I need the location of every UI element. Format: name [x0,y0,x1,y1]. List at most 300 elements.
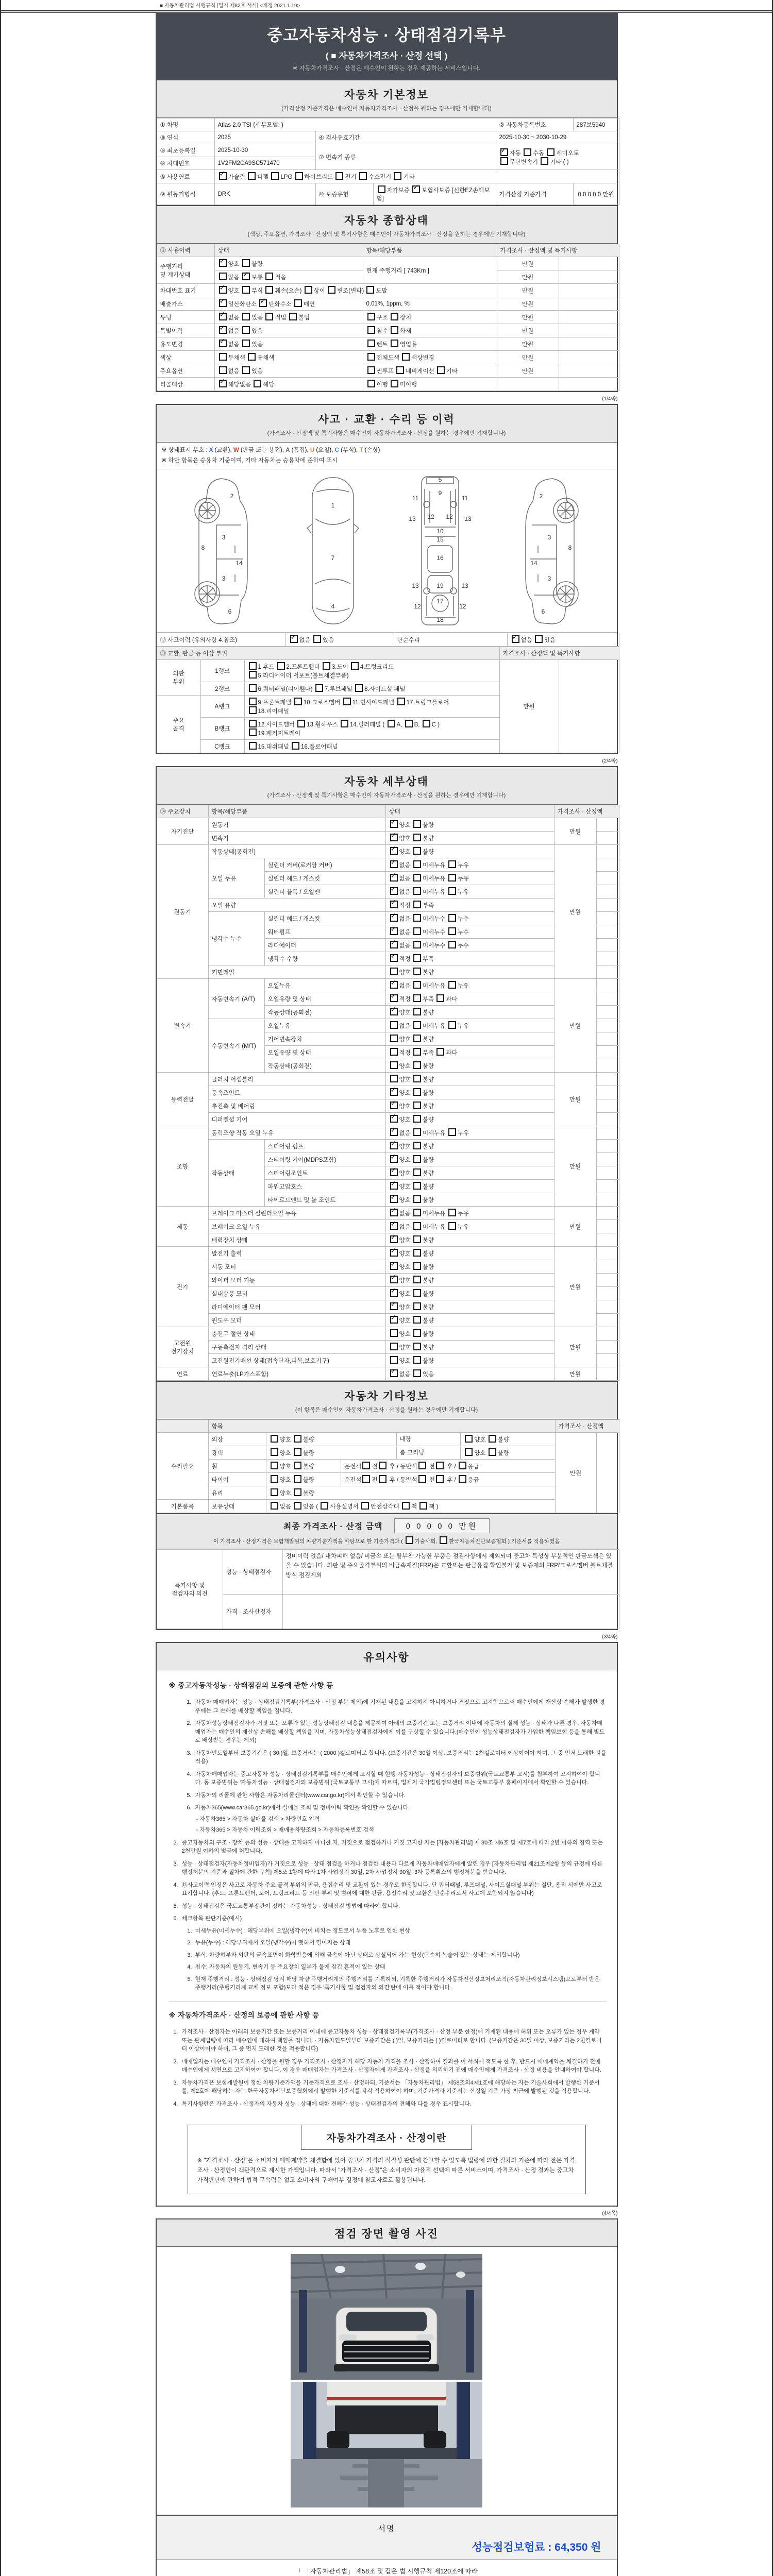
diagram-panel-number: 19 [436,582,444,590]
table-row: 작동상태 스티어링 펌프 ✓ 양호 불량 [157,1140,619,1153]
checkbox-checked[interactable] [390,1128,398,1136]
checkbox-checked[interactable] [219,326,227,334]
checkbox-unchecked[interactable] [413,860,421,868]
checkbox-unchecked[interactable] [436,1048,444,1056]
page-marker-4: (4/4쪽) [602,2211,618,2216]
title-band [156,13,618,80]
checkbox-unchecked[interactable] [413,1182,421,1190]
table-row: 파워고압호스 ✓ 양호 불량 [157,1180,619,1193]
checkbox-checked[interactable] [390,1088,398,1096]
checkbox-checked[interactable] [390,1195,398,1203]
checkbox-unchecked[interactable] [271,1475,278,1483]
checkbox-unchecked[interactable] [367,366,375,374]
checkbox-unchecked[interactable] [413,954,421,962]
overall-header: 자동차 종합상태 (색상, 주요옵션, 가격조사 · 산정액 및 특기사항은 매수인이 자동차가격조사 · 산정을 원하는 경우에만 기재합니다) [157,205,617,244]
table-row: 배출가스 ✓ 일산화탄소 ✓탄화수소 매연 0.01%, 1ppm, % 만원 [157,297,619,311]
checkbox-checked[interactable] [390,887,398,895]
checkbox-unchecked[interactable] [413,1289,421,1297]
checkbox-unchecked[interactable] [305,286,312,294]
page-marker-2: (2/4쪽) [602,758,618,765]
checkbox-unchecked[interactable] [391,340,398,347]
checkbox-unchecked[interactable] [294,698,302,705]
diagram-panel-number: 2 [230,493,233,500]
checkbox-unchecked[interactable] [271,1448,278,1456]
inspection-photo-front [291,2254,482,2380]
checkbox-checked[interactable] [390,1289,398,1297]
table-row: 전기 발전기 출력 ✓ 양호 불량 만원 [157,1247,619,1260]
checkbox-unchecked[interactable] [448,1222,456,1230]
checkbox-unchecked[interactable] [419,1502,427,1510]
checkbox-unchecked[interactable] [335,172,343,180]
checkbox-unchecked[interactable] [448,1021,456,1029]
photos-header: 점검 장면 촬영 사진 [157,2219,617,2247]
checkbox-unchecked[interactable] [361,1502,369,1510]
table-row: 2랭크 6.쿼터패널(리어휀다) 7.루브패널 8.사이드실 패널 [157,682,619,696]
checkbox-unchecked[interactable] [413,1048,421,1056]
checkbox-unchecked[interactable] [271,1488,278,1496]
checkbox-checked[interactable] [390,1115,398,1123]
checkbox-unchecked[interactable] [219,273,227,280]
checkbox-unchecked[interactable] [413,887,421,895]
table-row: 변속기 자동변속기 (A/T) 오일누유 ✓ 없음 미세누유 누유 만원 [157,979,619,992]
checkbox-unchecked[interactable] [390,1343,398,1350]
checkbox-checked[interactable] [390,1182,398,1190]
checkbox-unchecked[interactable] [413,1316,421,1324]
checkbox-unchecked[interactable] [249,706,257,714]
checkbox-unchecked[interactable] [388,720,395,727]
checkbox-unchecked[interactable] [391,313,398,320]
checkbox-checked[interactable] [390,1222,398,1230]
checkbox-unchecked[interactable] [459,1475,466,1483]
checkbox-unchecked[interactable] [249,720,257,727]
checkbox-unchecked[interactable] [355,684,363,692]
car-diagram-top [294,473,372,628]
checkbox-unchecked[interactable] [413,1128,421,1136]
checkbox-unchecked[interactable] [436,994,444,1002]
checkbox-unchecked[interactable] [390,1035,398,1042]
diagram-panel-number: 13 [412,582,419,590]
checkbox-unchecked[interactable] [390,1061,398,1069]
table-row: 시동 모터 ✓ 양호 불량 [157,1260,619,1274]
checkbox-unchecked[interactable] [413,1209,421,1216]
page-marker-3: (3/4쪽) [602,1634,618,1640]
diagram-panel-number: 4 [331,603,335,611]
checkbox-unchecked[interactable] [413,994,421,1002]
checkbox-checked[interactable] [219,380,227,387]
table-row: B랭크 12.사이드멤버 13.휠하우스 14.필러패널 ( A, B, C ) 19.패키지트레이 [157,718,619,740]
table-row: 작동상태(공회전) ✓ 양호 불량 [157,1006,619,1019]
table-row: 특별이력 ✓ 없음 있음 침수 화재 만원 [157,324,619,337]
table-row: 리콜대상 ✓ 해당없음 해당 이행 미이행 [157,378,619,391]
checkbox-unchecked[interactable] [448,860,456,868]
checkbox-unchecked[interactable] [271,172,279,180]
diagram-panel-number: 16 [436,554,444,562]
checkbox-unchecked[interactable] [413,1262,421,1270]
checkbox-unchecked[interactable] [295,172,303,180]
checkbox-checked[interactable] [219,259,227,267]
table-row: 워터펌프 ✓ 없음 미세누수 누수 [157,925,619,939]
checkbox-checked[interactable] [412,185,420,193]
checkbox-checked[interactable] [390,874,398,882]
checkbox-unchecked[interactable] [390,1075,398,1082]
checkbox-unchecked[interactable] [294,1502,301,1510]
checkbox-checked[interactable] [390,1276,398,1283]
checkbox-unchecked[interactable] [440,1536,447,1544]
table-row: 오일 누유 실린더 커버(로커암 커버) ✓ 없음 미세누유 누유 [157,858,619,872]
checkbox-unchecked[interactable] [390,1356,398,1364]
checkbox-unchecked[interactable] [292,742,299,750]
checkbox-unchecked[interactable] [448,887,456,895]
checkbox-unchecked[interactable] [397,698,405,705]
checkbox-unchecked[interactable] [413,1115,421,1123]
table-row: 색상 무채색 유채색 전체도색 색상변경 만원 [157,351,619,364]
checkbox-checked[interactable] [390,901,398,908]
checkbox-unchecked[interactable] [367,380,375,387]
checkbox-checked[interactable] [390,954,398,962]
checkbox-unchecked[interactable] [249,662,257,670]
diagram-panel-number: 11 [412,495,419,502]
checkbox-checked[interactable] [500,148,508,156]
table-row: 유리 양호 불량 [157,1486,619,1500]
checkbox-checked[interactable] [390,994,398,1002]
notice-item: 2. 중고자동차의 구조 · 장치 등의 성능 · 상태를 고지하지 아니한 자, 거짓으로 점검하거나 거짓 고지한 자는 [자동차관리법] 제 80조 제6호 및 제7호에 따라 2년 이하의 징역 또는 2천만원 이하의 벌금에 처합니다. [173,1839,603,1855]
checkbox-checked[interactable] [242,273,250,280]
table-row: 수동변속기 (M/T) 오일누유 없음 미세누유 누유 [157,1019,619,1032]
table-row: 주요 골격 A랭크 9.프론트패널 10.크로스멤버 11.인사이드패널 17.트렁크플로어 18.리어패널 [157,696,619,718]
checkbox-unchecked[interactable] [367,340,375,347]
checkbox-unchecked[interactable] [547,148,554,156]
checkbox-unchecked[interactable] [390,968,398,975]
checkbox-checked[interactable] [219,313,227,320]
checkbox-unchecked[interactable] [390,1021,398,1029]
diagram-panel-number: 11 [461,495,468,502]
checkbox-unchecked[interactable] [402,1502,410,1510]
checkbox-unchecked[interactable] [249,742,257,750]
accident-history-row [157,633,619,647]
checkbox-unchecked[interactable] [413,874,421,882]
checkbox-unchecked[interactable] [323,662,330,670]
checkbox-unchecked[interactable] [541,157,548,165]
legend-note: ※ 하단 항목은 승용차 기준이며, 기타 자동차는 승용차에 준하여 표시 [161,457,338,464]
checkbox-unchecked[interactable] [242,366,250,374]
table-row: 와이퍼 모터 기능 ✓ 양호 불량 [157,1274,619,1287]
checkbox-checked[interactable] [390,1302,398,1310]
checkbox-unchecked[interactable] [315,684,323,692]
form-reference: ■ 자동차관리법 시행규칙 [별지 제82호 서식] <개정 2021.1.19> [160,3,300,9]
table-row: 용도변경 ✓ 없음 있음 렌트 영업용 만원 [157,337,619,351]
checkbox-unchecked[interactable] [265,273,273,280]
checkbox-unchecked[interactable] [413,1235,421,1243]
checkbox-unchecked[interactable] [413,1075,421,1082]
table-row: 냉각수 누수 실린더 헤드 / 개스킷 ✓ 없음 미세누수 누수 [157,912,619,925]
checkbox-checked[interactable] [390,1249,398,1257]
checkbox-unchecked[interactable] [366,286,374,294]
checkbox-checked[interactable] [390,1008,398,1015]
checkbox-checked[interactable] [390,1262,398,1270]
diagram-panel-number: 13 [409,515,416,523]
checkbox-unchecked[interactable] [413,820,421,828]
checkbox-unchecked[interactable] [321,1502,328,1510]
checkbox-unchecked[interactable] [367,313,375,320]
checkbox-unchecked[interactable] [448,1209,456,1216]
checkbox-checked[interactable] [390,860,398,868]
checkbox-checked[interactable] [512,635,519,643]
checkbox-unchecked[interactable] [413,1155,421,1163]
checkbox-unchecked[interactable] [341,720,348,727]
table-row: 휠 양호 불량 운전석 전 후 / 동반석 전 후 / 응급 [157,1460,619,1473]
checkbox-unchecked[interactable] [413,1369,421,1377]
table-row: 기본품목 보유상태 없음 있음 ( 사용설명서 안전삼각대 잭 잭 ) [157,1500,619,1513]
checkbox-unchecked[interactable] [248,172,256,180]
checkbox-unchecked[interactable] [436,1475,444,1483]
checkbox-unchecked[interactable] [242,326,250,334]
checkbox-checked[interactable] [390,1209,398,1216]
checkbox-unchecked[interactable] [351,662,359,670]
checkbox-unchecked[interactable] [413,1195,421,1203]
checkbox-unchecked[interactable] [379,1475,386,1483]
table-row: 라디에이터 팬 모터 ✓ 양호 불량 [157,1300,619,1314]
checkbox-unchecked[interactable] [394,172,401,180]
checkbox-unchecked[interactable] [405,720,413,727]
diagram-panel-number: 6 [542,608,545,616]
checkbox-unchecked[interactable] [413,941,421,948]
checkbox-unchecked[interactable] [413,1088,421,1096]
checkbox-unchecked[interactable] [448,874,456,882]
checkbox-unchecked[interactable] [367,326,375,334]
table-row: 오일 유량 ✓ 적정 부족 [157,899,619,912]
checkbox-unchecked[interactable] [413,834,421,841]
table-row: 커먼레일 양호 불량 [157,965,619,979]
checkbox-unchecked[interactable] [219,353,227,361]
table-row: 기어변속장치 양호 불량 [157,1032,619,1046]
checkbox-unchecked[interactable] [413,1276,421,1283]
diagram-panel-number: 3 [548,534,551,541]
inspection-fee: 성능점검보험료 : 64,350 원 [472,2541,601,2553]
checkbox-unchecked[interactable] [367,353,375,361]
checkbox-unchecked[interactable] [391,380,398,387]
checkbox-unchecked[interactable] [313,635,321,643]
checkbox-unchecked[interactable] [524,148,531,156]
checkbox-unchecked[interactable] [500,157,508,165]
checkbox-unchecked[interactable] [448,941,456,948]
checkbox-unchecked[interactable] [413,1356,421,1364]
checkbox-unchecked[interactable] [242,286,250,294]
checkbox-checked[interactable] [390,1235,398,1243]
checkbox-unchecked[interactable] [489,1448,496,1456]
checkbox-checked[interactable] [390,981,398,989]
etc-header: 자동차 기타정보 (이 항목은 매수인이 자동차가격조사 · 산정을 원하는 경우에만 기재합니다) [157,1381,617,1419]
checkbox-checked[interactable] [259,299,267,307]
checkbox-unchecked[interactable] [423,720,430,727]
checkbox-unchecked[interactable] [465,1448,473,1456]
checkbox-unchecked[interactable] [436,1462,444,1469]
checkbox-unchecked[interactable] [254,380,261,387]
table-row: 가격 · 조사산정자 [157,1595,619,1629]
notice-item: 6. 체크항목 판단기준(예시) 1. 미세누유(미세누수) : 해당부위에 오일(냉각수)이 비치는 정도로서 부품 노후로 인한 현상 2. 누유(누수) : 해당부위에서 오일(냉각수)이 맺혀서 떨어지는 상태 3. 부식: 차량하부와 외판의 금속표면이 화학반응에 의해 금속이 아닌 상태로 상실되어 가는 현상(단순히 녹슬어 있는 상태는 제외합니다) 4. 침수: 자동차의 원동기, 변속기 등 주요장치 일부가 물에 잠긴 흔적이 있는 상태 5. 현재 주행거리 : 성능 · 상태점검 당시 해당 차량 주행거리계의 주행거리를 기록하되, 기록한 주행거리가 자동차전산정보처리조직(자동차관리정보시스템)으로부터 받은 주행거리(주행거리계 교체 정보 포함)보다 적은 경우 '특기사항 및 점검자의 의견'란에 이를 적어야 합니다. [173,1916,600,1991]
checkbox-unchecked[interactable] [413,914,421,922]
notice-item: 2. 자동차성능상태점검자가 거짓 또는 오류가 있는 성능상태점검 내용을 제공하여 아래의 보증기간 또는 보증거리 이내에 자동차의 실제 성능 · 상태가 다른 경우, 자동차매매업자는 매수인의 재산상 손해를 배상할 책임을 지며, 자동차성능상태점검자에게 이를 구상할 수 있습니다.(매수인이 성능상태점검자가 가입한 책임보험 등을 통해 별도로 배상받는 경우는 제외) [187,1720,605,1744]
checkbox-unchecked[interactable] [413,1329,421,1337]
checkbox-unchecked[interactable] [249,728,257,736]
diagram-panel-number: 2 [540,493,543,500]
checkbox-unchecked[interactable] [391,326,398,334]
checkbox-unchecked[interactable] [413,927,421,935]
checkbox-unchecked[interactable] [362,1462,370,1469]
section-detail [156,766,618,1630]
notice-item: 1. 자동차 매매업자는 성능 · 상태점검기록부(가격조사 · 산정 부분 제외)에 기재된 내용을 고지하지 아니하거나 거짓으로 고지함으로써 매수인에게 재산상 손해가 발생한 경우에는 그 손해를 배상할 책임을 집니다. [187,1699,605,1714]
checkbox-unchecked[interactable] [378,185,385,193]
table-header-row: ⑭ 주요장치 항목/해당부품 상태 가격조사 · 산정액 [157,805,619,818]
checkbox-unchecked[interactable] [271,1435,278,1443]
table-row: 오일유량 및 상태 적정 부족 과다 [157,1046,619,1059]
diagram-panel-number: 12 [459,603,466,611]
checkbox-unchecked[interactable] [437,366,445,374]
checkbox-unchecked[interactable] [402,353,410,361]
checkbox-checked[interactable] [390,1168,398,1176]
checkbox-unchecked[interactable] [294,1475,301,1483]
checkbox-unchecked[interactable] [277,662,285,670]
checkbox-unchecked[interactable] [249,684,257,692]
checkbox-unchecked[interactable] [413,981,421,989]
checkbox-unchecked[interactable] [413,1302,421,1310]
checkbox-unchecked[interactable] [418,1475,426,1483]
diagram-panel-number: 14 [530,560,538,567]
checkbox-unchecked[interactable] [448,1128,456,1136]
checkbox-checked[interactable] [390,1101,398,1109]
checkbox-unchecked[interactable] [249,698,257,705]
diagram-panel-number: 1 [331,502,335,510]
checkbox-checked[interactable] [290,635,298,643]
notice-item: 5. 성능 · 상태점검은 국토교통부장관이 정하는 자동차성능 · 상태점검 방법에 따라야 합니다. [173,1903,400,1909]
checkbox-unchecked[interactable] [271,1462,278,1469]
checkbox-unchecked[interactable] [343,698,351,705]
checkbox-unchecked[interactable] [459,1462,466,1469]
checkbox-checked[interactable] [390,847,398,855]
table-row: 고전원전기배선 상태(접속단자,피복,보호기구) 양호 불량 [157,1354,619,1367]
checkbox-unchecked[interactable] [465,1435,473,1443]
diagram-panel-number: 3 [222,534,225,541]
checkbox-unchecked[interactable] [413,1222,421,1230]
checkbox-unchecked[interactable] [379,1462,386,1469]
confirmation-footer: 「 「자동차관리법」 제58조 및 같은 법 시행규칙 제120조에 따라 [295,2568,478,2575]
checkbox-unchecked[interactable] [289,313,297,320]
checkbox-unchecked[interactable] [413,1035,421,1042]
checkbox-unchecked[interactable] [294,1488,301,1496]
diagram-panel-number: 18 [436,616,444,624]
checkbox-checked[interactable] [390,914,398,922]
checkbox-unchecked[interactable] [242,340,250,347]
table-row: 등속조인트 ✓ 양호 불량 [157,1086,619,1099]
checkbox-unchecked[interactable] [242,259,250,267]
checkbox-checked[interactable] [390,1369,398,1377]
checkbox-unchecked[interactable] [248,353,256,361]
checkbox-unchecked[interactable] [390,1329,398,1337]
checkbox-unchecked[interactable] [396,366,404,374]
checkbox-unchecked[interactable] [362,1475,370,1483]
table-header-row: ⑬ 교환, 판금 등 이상 부위 가격조사 · 산정액 및 특기사항 [157,647,619,660]
checkbox-checked[interactable] [219,340,227,347]
checkbox-unchecked[interactable] [242,313,250,320]
checkbox-checked[interactable] [390,941,398,948]
checkbox-unchecked[interactable] [413,1343,421,1350]
checkbox-unchecked[interactable] [448,927,456,935]
checkbox-unchecked[interactable] [406,1536,413,1544]
checkbox-checked[interactable] [219,172,227,180]
checkbox-unchecked[interactable] [413,1101,421,1109]
table-row: C랭크 15.대쉬패널 16.플로어패널 [157,740,619,753]
checkbox-unchecked[interactable] [271,1502,278,1510]
checkbox-unchecked[interactable] [265,286,273,294]
checkbox-unchecked[interactable] [413,1249,421,1257]
table-row: 배력장치 상태 ✓ 양호 불량 [157,1233,619,1247]
checkbox-checked[interactable] [390,834,398,841]
table-row: 동력전달 클러치 어셈블리 양호 불량 만원 [157,1073,619,1086]
checkbox-unchecked[interactable] [418,1462,426,1469]
warranty-checkboxes: 자가보증 ✓보험사보증 [신한EZ손해보험] [373,183,496,205]
checkbox-unchecked[interactable] [448,981,456,989]
checkbox-unchecked[interactable] [265,313,273,320]
checkbox-unchecked[interactable] [413,1061,421,1069]
table-row: 라디에이터 ✓ 없음 미세누수 누수 [157,939,619,952]
checkbox-unchecked[interactable] [249,671,257,679]
table-row: 많음 ✓보통 적음 만원 [157,270,619,284]
checkbox-unchecked[interactable] [413,1008,421,1015]
checkbox-unchecked[interactable] [489,1435,496,1443]
checkbox-unchecked[interactable] [359,172,367,180]
checkbox-unchecked[interactable] [448,914,456,922]
checkbox-unchecked[interactable] [390,1048,398,1056]
checkbox-unchecked[interactable] [328,286,335,294]
checkbox-unchecked[interactable] [294,1435,301,1443]
checkbox-unchecked[interactable] [294,1448,301,1456]
checkbox-unchecked[interactable] [219,366,227,374]
checkbox-unchecked[interactable] [297,720,305,727]
diagram-panel-number: 14 [235,560,243,567]
checkbox-unchecked[interactable] [413,968,421,975]
checkbox-unchecked[interactable] [413,901,421,908]
diagram-panel-number: 13 [461,582,468,590]
checkbox-unchecked[interactable] [413,847,421,855]
table-row: ⑥ 차대번호 1V2FM2CA9SC571470 [157,157,619,170]
diagram-panel-number: 7 [331,554,335,562]
legend-line: ※ 상태표시 부호 : X (교환), W (판금 또는 용접), A (흠집), U (요철), C (부식), T (손상) [161,447,380,453]
final-price-amount: 0 0 0 0 0 만원 [394,1518,490,1533]
checkbox-unchecked[interactable] [294,1462,301,1469]
car-diagram-underbody [401,473,479,628]
table-row: 차대번호 표기 ✓ 양호 부식 훼손(오손) 상이 변조(변타) 도말 만원 [157,284,619,297]
checkbox-unchecked[interactable] [413,1168,421,1176]
checkbox-checked[interactable] [390,1142,398,1149]
table-row: 고전원 전기장치 충전구 절연 상태 양호 불량 만원 [157,1327,619,1341]
checkbox-checked[interactable] [219,299,227,307]
checkbox-unchecked[interactable] [294,299,302,307]
final-price-band: 최종 가격조사 · 산정 금액 0 0 0 0 0 만원 이 가격조사 · 산정가격은 보험개발원의 차량기준가액을 바탕으로 한 기준가격과 ( 기술사회, 한국자동차진단보증협회 ) 기준서를 적용하였음 [157,1513,617,1549]
checkbox-unchecked[interactable] [413,1021,421,1029]
checkbox-checked[interactable] [219,286,227,294]
special-notes-table [157,1549,619,1629]
notice-item: 3. 자동차가격은 보험개발원이 정한 차량기준가액을 기준가격으로 조사 · 산정하되, 기준서는 「자동차관리법」 제58조의4제1호에 해당하는 자는 기술사회에서 발행한 기준서를, 제2호에 해당하는 자는 한국자동차진단보증협회에서 발행한 기준서를 각각 적용하여야 하며, 기준가격과 기준서는 산정일 기준 가장 최근에 발행된 것을 적용합니다. [173,2079,600,2095]
checkbox-checked[interactable] [390,927,398,935]
checkbox-checked[interactable] [390,820,398,828]
checkbox-checked[interactable] [390,1316,398,1324]
table-header-row: ⑪ 사용이력 상태 항목/해당부품 가격조사 · 산정액 및 특기사항 [157,244,619,257]
diagram-panel-number: 3 [548,575,551,583]
notice-block-title: ※ 자동차가격조사 · 산정의 보증에 관한 사항 등 [169,2002,607,2021]
checkbox-unchecked[interactable] [413,1142,421,1149]
checkbox-checked[interactable] [390,1155,398,1163]
checkbox-unchecked[interactable] [535,635,543,643]
signature-band [157,2515,617,2560]
